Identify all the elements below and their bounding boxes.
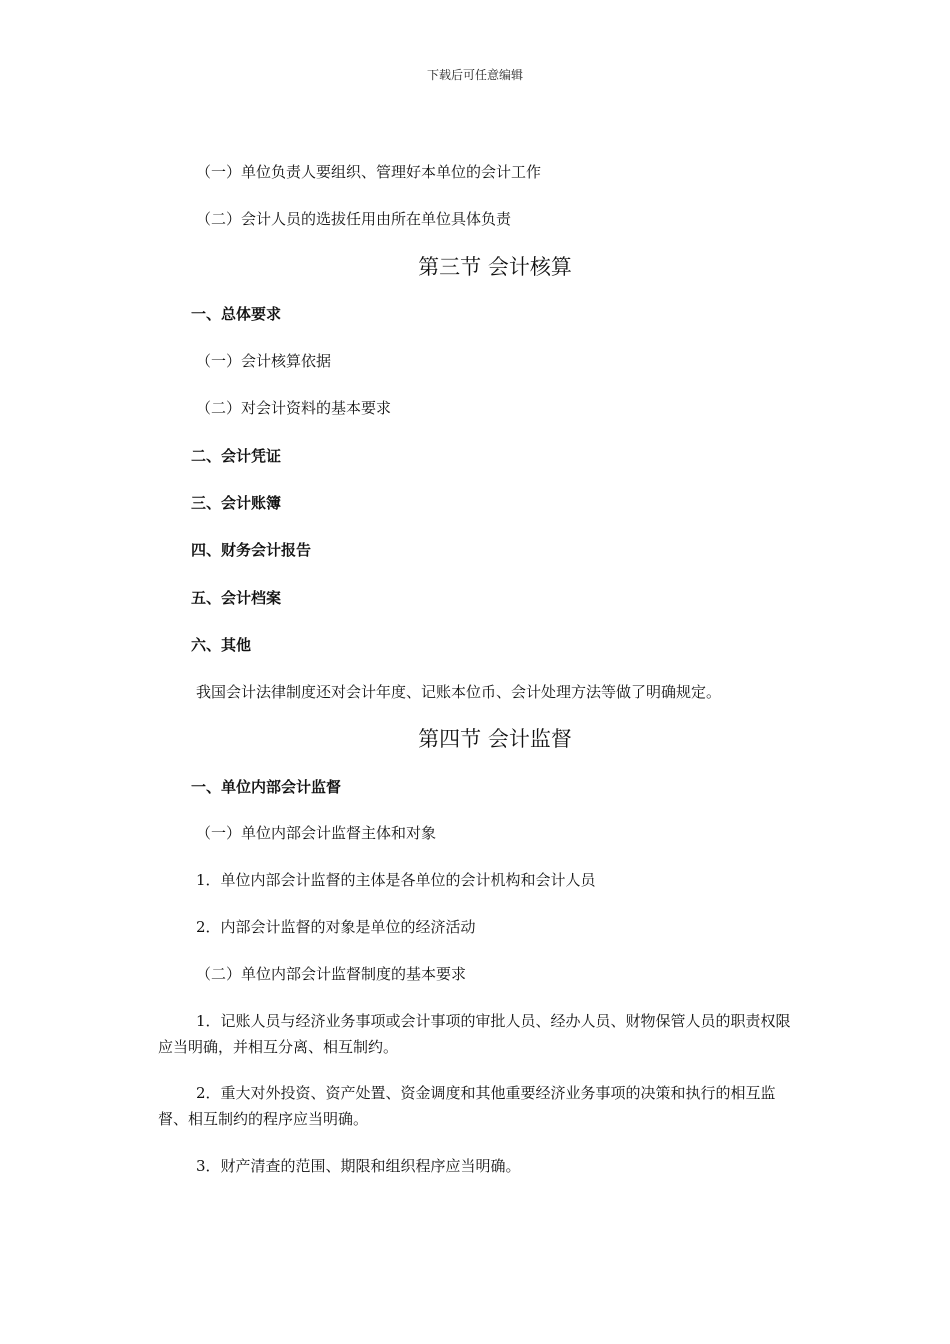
- list-item-subject: 1．单位内部会计监督的主体是各单位的会计机构和会计人员: [196, 871, 596, 889]
- section-title-supervision: 第四节 会计监督: [418, 727, 572, 751]
- section-title-accounting: 第三节 会计核算: [418, 255, 572, 279]
- paragraph-other-rules: 我国会计法律制度还对会计年度、记账本位币、会计处理方法等做了明确规定。: [196, 683, 722, 701]
- heading-other: 六、其他: [191, 636, 252, 654]
- heading-internal-supervision: 一、单位内部会计监督: [191, 778, 342, 796]
- subsection-accounting-basis: （一）会计核算依据: [196, 352, 332, 370]
- subsection-subject-object: （一）单位内部会计监督主体和对象: [196, 824, 437, 842]
- heading-archives: 五、会计档案: [191, 589, 282, 607]
- page-header-note: 下载后可任意编辑: [426, 68, 523, 82]
- subsection-basic-requirements: （二）单位内部会计监督制度的基本要求: [196, 965, 467, 983]
- heading-ledgers: 三、会计账簿: [191, 494, 282, 512]
- subsection-staff-selection: （二）会计人员的选拔任用由所在单位具体负责: [196, 210, 512, 228]
- paragraph-requirement-1: 1．记账人员与经济业务事项或会计事项的审批人员、经办人员、财物保管人员的职责权限应当明确，并相互分离、相互制约。: [158, 1012, 791, 1056]
- heading-vouchers: 二、会计凭证: [191, 447, 282, 465]
- heading-general-requirements: 一、总体要求: [191, 305, 282, 323]
- heading-financial-reports: 四、财务会计报告: [191, 541, 312, 559]
- paragraph-requirement-2: 2．重大对外投资、资产处置、资金调度和其他重要经济业务事项的决策和执行的相互监督、相互制约的程序应当明确。: [158, 1084, 776, 1128]
- subsection-data-requirements: （二）对会计资料的基本要求: [196, 399, 392, 417]
- paragraph-requirement-3: 3．财产清查的范围、期限和组织程序应当明确。: [196, 1157, 521, 1175]
- list-item-object: 2．内部会计监督的对象是单位的经济活动: [196, 918, 476, 936]
- subsection-unit-responsible: （一）单位负责人要组织、管理好本单位的会计工作: [196, 163, 542, 181]
